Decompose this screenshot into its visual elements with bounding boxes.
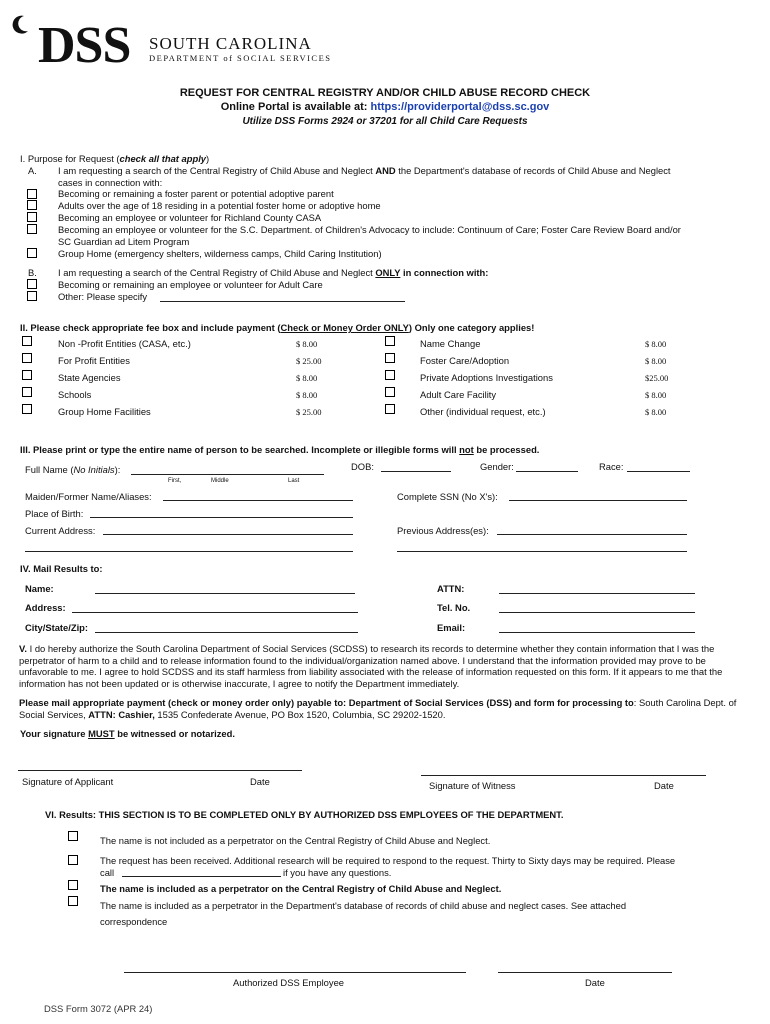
mail-address-field[interactable] (72, 612, 358, 613)
portal-link[interactable]: https://providerportal@dss.sc.gov (370, 101, 550, 113)
fee-label: Other (individual request, etc.) (420, 406, 546, 417)
call-field[interactable] (122, 876, 281, 877)
current-address-field-2[interactable] (25, 551, 353, 552)
email-label: Email: (437, 622, 466, 633)
result-included-database-cont: correspondence (100, 916, 168, 927)
result-checkbox-included-registry[interactable] (68, 880, 78, 890)
mail-city-field[interactable] (95, 632, 358, 633)
current-address-label: Current Address: (25, 525, 96, 536)
fee-checkbox[interactable] (22, 353, 32, 363)
checkbox-foster-parent[interactable] (27, 189, 37, 199)
result-checkbox-not-included[interactable] (68, 831, 78, 841)
fee-amount: $ 25.00 (296, 407, 322, 417)
last-sub-label: Last (288, 478, 300, 484)
full-name-label: Full Name (No Initials): (25, 464, 121, 475)
option-adult-care: Becoming or remaining an employee or volunteer for Adult Care (58, 279, 323, 290)
fee-checkbox[interactable] (22, 370, 32, 380)
fee-checkbox[interactable] (385, 353, 395, 363)
employee-signature-line[interactable] (124, 972, 466, 973)
previous-address-label: Previous Address(es): (397, 525, 489, 536)
fee-checkbox[interactable] (385, 404, 395, 414)
section-a-label: A. (28, 165, 37, 176)
option-richland-casa: Becoming an employee or volunteer for Richland County CASA (58, 212, 322, 223)
section2-heading: II. Please check appropriate fee box and include payment (Check or Money Order ONLY) Only one category applies! (20, 322, 535, 333)
fee-checkbox[interactable] (22, 387, 32, 397)
result-received: The request has been received. Additional research will be required to respond to the request. Thirty to Sixty days may be required. Please (100, 855, 676, 866)
tel-label: Tel. No. (437, 602, 471, 613)
race-label: Race: (599, 461, 624, 472)
moon-icon (10, 14, 30, 36)
mail-name-field[interactable] (95, 593, 355, 594)
signature-note: Your signature MUST be witnessed or notarized. (20, 728, 235, 739)
checkbox-adult-care[interactable] (27, 279, 37, 289)
checkbox-group-home[interactable] (27, 248, 37, 258)
attn-label: ATTN: (437, 583, 465, 594)
logo-dss-text: DSS (38, 17, 131, 74)
ssn-field[interactable] (509, 500, 687, 501)
ssn-label: Complete SSN (No X's): (397, 491, 498, 502)
employee-date-line[interactable] (498, 972, 672, 973)
maiden-field[interactable] (163, 500, 353, 501)
witness-date-label: Date (654, 780, 674, 791)
fee-label: Non -Profit Entities (CASA, etc.) (58, 338, 191, 349)
middle-sub-label: Middle (211, 478, 229, 484)
section6-heading: VI. Results: THIS SECTION IS TO BE COMPLETED ONLY BY AUTHORIZED DSS EMPLOYEES OF THE DEPARTMENT. (45, 809, 564, 820)
section-b-label: B. (28, 267, 37, 278)
fee-label: Foster Care/Adoption (420, 355, 510, 366)
tel-field[interactable] (499, 612, 695, 613)
result-not-included: The name is not included as a perpetrator on the Central Registry of Child Abuse and Neglect. (100, 835, 491, 846)
dob-label: DOB: (351, 461, 374, 472)
checkbox-other[interactable] (27, 291, 37, 301)
logo-state: SOUTH CAROLINA (149, 34, 312, 53)
result-call-text: if you have any questions. (283, 867, 392, 878)
fee-checkbox[interactable] (385, 336, 395, 346)
previous-address-field[interactable] (497, 534, 687, 535)
fee-label: Adult Care Facility (420, 389, 497, 400)
fee-amount: $ 8.00 (296, 390, 318, 400)
fee-checkbox[interactable] (22, 404, 32, 414)
gender-label: Gender: (480, 461, 514, 472)
applicant-date-label: Date (250, 776, 270, 787)
fee-amount: $ 25.00 (296, 356, 322, 366)
full-name-field[interactable] (131, 474, 324, 475)
section-b-text: I am requesting a search of the Central Registry of Child Abuse and Neglect ONLY in connection with: (58, 267, 489, 278)
maiden-label: Maiden/Former Name/Aliases: (25, 491, 152, 502)
option-guardian-ad-litem: SC Guardian ad Litem Program (58, 236, 190, 247)
mail-address-label: Address: (25, 602, 66, 613)
result-checkbox-received[interactable] (68, 855, 78, 865)
fee-checkbox[interactable] (22, 336, 32, 346)
race-field[interactable] (627, 471, 690, 472)
result-checkbox-included-database[interactable] (68, 896, 78, 906)
witness-signature-label: Signature of Witness (429, 780, 516, 791)
gender-field[interactable] (516, 471, 578, 472)
fee-label: For Profit Entities (58, 355, 130, 366)
mail-city-label: City/State/Zip: (25, 622, 89, 633)
employee-date-label: Date (585, 977, 605, 988)
portal-prefix: Online Portal is available at: (220, 101, 371, 113)
payment-instructions: Please mail appropriate payment (check or money order only) payable to: Department of Social Services (DSS) and form for processing to: South Carolina Dept. of Social Services, ATTN: Cashier, 1535 Confederate Avenue, PO Box 1520, Columbia, SC 29202-1520. (19, 697, 737, 720)
fee-amount: $ 8.00 (645, 390, 667, 400)
fee-label: Name Change (420, 338, 481, 349)
current-address-field[interactable] (103, 534, 353, 535)
employee-label: Authorized DSS Employee (233, 977, 344, 988)
portal-line (0, 101, 770, 113)
applicant-signature-label: Signature of Applicant (22, 776, 114, 787)
authorization-paragraph: V. I do hereby authorize the South Carolina Department of Social Services (SCDSS) to research its records to determine whether they contain information that I was the perpetrator of harm to a child and to release information found to the individual/organization named above. I understand that the information provided may prove to be unfavorable to me. I agree to hold SCDSS and its staff harmless from liability associated with the release of information requested on this form. If it appears to me that the information has not been updated or is otherwise inaccurate, I agree to notify the Department immediately. (19, 643, 723, 689)
fee-label: State Agencies (58, 372, 121, 383)
witness-signature-line[interactable] (421, 775, 706, 776)
other-specify-line[interactable] (160, 301, 405, 302)
fee-amount: $ 8.00 (645, 356, 667, 366)
fee-label: Group Home Facilities (58, 406, 151, 417)
dob-field[interactable] (381, 471, 451, 472)
mail-name-label: Name: (25, 583, 54, 594)
fee-checkbox[interactable] (385, 387, 395, 397)
fee-amount: $ 8.00 (296, 373, 318, 383)
fee-label: Schools (58, 389, 92, 400)
option-childrens-advocacy: Becoming an employee or volunteer for the S.C. Department. of Children's Advocacy to include: Continuum of Care; Foster Care Review Board and/or (58, 224, 681, 235)
logo-dept: DEPARTMENT of SOCIAL SERVICES (149, 53, 332, 63)
fee-label: Private Adoptions Investigations (420, 372, 553, 383)
section3-heading: III. Please print or type the entire name of person to be searched. Incomplete or illegible forms will not be processed. (20, 444, 540, 455)
option-other: Other: Please specify (58, 291, 148, 302)
option-adults-foster-home: Adults over the age of 18 residing in a potential foster home or adoptive home (58, 200, 381, 211)
applicant-signature-line[interactable] (18, 770, 302, 771)
section-a-text: I am requesting a search of the Central Registry of Child Abuse and Neglect AND the Department's database of records of Child Abuse and Neglect (58, 165, 671, 176)
checkbox-richland-casa[interactable] (27, 212, 37, 222)
section-a-text-cont: cases in connection with: (58, 177, 163, 188)
result-call-label: call (100, 867, 115, 878)
birth-field[interactable] (90, 517, 353, 518)
fee-amount: $ 8.00 (645, 339, 667, 349)
previous-address-field-2[interactable] (397, 551, 687, 552)
fee-amount: $ 8.00 (645, 407, 667, 417)
form-title: REQUEST FOR CENTRAL REGISTRY AND/OR CHILD ABUSE RECORD CHECK (179, 87, 591, 99)
attn-field[interactable] (499, 593, 695, 594)
result-included-registry: The name is included as a perpetrator on the Central Registry of Child Abuse and Neglect. (100, 883, 502, 894)
checkbox-adults-foster-home[interactable] (27, 200, 37, 210)
option-group-home: Group Home (emergency shelters, wilderness camps, Child Caring Institution) (58, 248, 382, 259)
fee-amount: $ 8.00 (296, 339, 318, 349)
birth-label: Place of Birth: (25, 508, 84, 519)
utilize-note: Utilize DSS Forms 2924 or 37201 for all Child Care Requests (242, 116, 528, 127)
section4-heading: IV. Mail Results to: (20, 563, 103, 574)
checkbox-childrens-advocacy[interactable] (27, 224, 37, 234)
email-field[interactable] (499, 632, 695, 633)
first-sub-label: First, (168, 478, 182, 484)
fee-checkbox[interactable] (385, 370, 395, 380)
form-number: DSS Form 3072 (APR 24) (44, 1003, 153, 1014)
option-foster-parent: Becoming or remaining a foster parent or potential adoptive parent (58, 188, 334, 199)
fee-amount: $25.00 (645, 373, 669, 383)
result-included-database: The name is included as a perpetrator in the Department's database of records of child abuse and neglect cases. See attached (100, 900, 627, 911)
section1-heading: I. Purpose for Request (check all that apply) (20, 153, 210, 164)
